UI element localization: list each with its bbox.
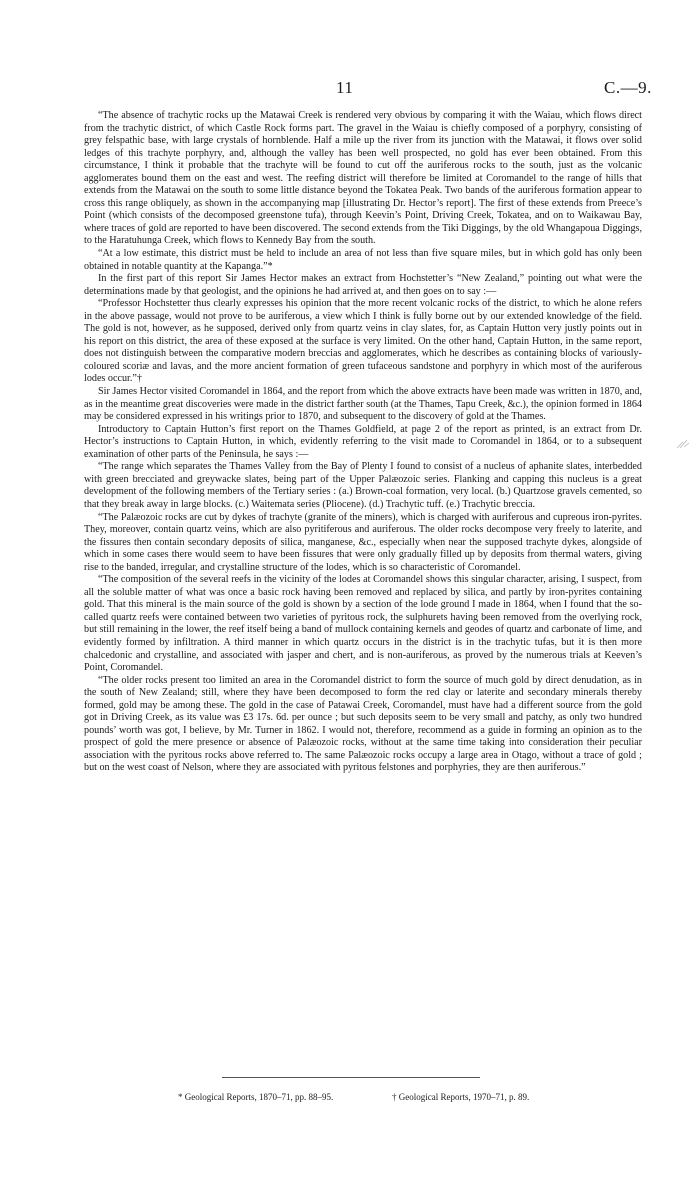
paragraph-6: Introductory to Captain Hutton’s first report on the Thames Goldfield, at page 2 of the report as printed, is an extract from Dr. Hector’s instructions to Captain Hutton, in which, evidently referring to the visit made to Coromandel in 1864, or to a subsequent examination of other parts of the Peninsula, he says :— [84,423,642,460]
footnote-2: † Geological Reports, 1970–71, p. 89. [392,1092,530,1102]
paragraph-3: In the first part of this report Sir James Hector makes an extract from Hochstetter’s “New Zealand,” pointing out what were the determinations made by that geologist, and the opinions he had arrived at, and then goes on to say :— [84,273,642,297]
paragraph-4: “Professor Hochstetter thus clearly expresses his opinion that the more recent volcanic rocks of the district, to which he alone refers in the above passage, would not prove to be auriferous, a view which I think is fully borne out by our extended knowledge of the field. The gold is not, however, as he supposed, derived only from quartz veins in clay slates, for, as Captain Hutton very justly points out in his report on this district, the area of these exposed at the surface is very limited. On the other hand, Captain Hutton, in the same report, does not distinguish between the comparative modern breccias and agglomerates, which he describes as containing blocks of variously-coloured scoriæ and lavas, and the more ancient formation of green tufaceous sandstone and porphyry in which most of the auriferous lodes occur.”† [84,298,642,385]
footnote-divider [222,1077,480,1078]
paragraph-5: Sir James Hector visited Coromandel in 1864, and the report from which the above extracts have been made was written in 1870, and, as in the meantime great discoveries were made in the district farther south (at the Thames, Tapu Creek, &c.), the opinion formed in 1864 may be considered expressed in his writings prior to 1870, and subsequent to the discovery of gold at the Thames. [84,386,642,423]
document-reference: C.—9. [604,78,652,97]
page-number: 11 [336,78,354,97]
margin-pencil-mark [675,436,691,450]
footnote-1: * Geological Reports, 1870–71, pp. 88–95. [178,1092,334,1102]
paragraph-8: “The Palæozoic rocks are cut by dykes of trachyte (granite of the miners), which is charged with auriferous and cupreous iron-pyrites. They, moreover, contain quartz veins, which are also pyritiferous and auriferous. The older rocks decompose very freely to laterite, and the fissures then contain secondary deposits of silica, manganese, &c., especially when near the supposed trachyte dykes, alongside of which in some cases there would seem to have been fissures that were only gradually filled up by deposits from thermal waters, giving rise to the banded, irregular, and crystalline structure of the lodes, which is so characteristic of Coromandel. [84,511,642,573]
paragraph-7: “The range which separates the Thames Valley from the Bay of Plenty I found to consist of a nucleus of aphanite slates, interbedded with green brecciated and greywacke slates, being part of the Upper Palæozoic series. Flanking and capping this nucleus is a great development of the following members of the Tertiary series : (a.) Brown-coal formation, very local. (b.) Quartzose gravels cemented, so that they break away in large blocks. (c.) Waitemata series (Pliocene). (d.) Trachytic tuff. (e.) Trachytic breccia. [84,461,642,510]
paragraph-9: “The composition of the several reefs in the vicinity of the lodes at Coromandel shows this singular character, arising, I suspect, from all the soluble matter of what was once a basic rock having been removed and replaced by silica, and partly by iron-pyrites containing gold. That this mineral is the main source of the gold is shown by a section of the lode ground I made in 1864, when I found that the so-called quartz reefs were contained between two varieties of pyritous rock, the sulphurets having been removed from the overlying rock, but still remaining in the lower, the reef itself being a band of mullock containing kernels and geodes of quartz and carbonate of lime, and evidently formed by infiltration. A third manner in which quartz occurs in the district is in the trachytic tufas, but it is then more chalcedonic and crystalline, and associated with jasper and chert, and is non-auriferous, as proved by the numerous trials at Keeven’s Point, Coromandel. [84,574,642,674]
paragraph-10: “The older rocks present too limited an area in the Coromandel district to form the source of much gold by direct denudation, as in the south of New Zealand; still, where they have been decomposed to form the red clay or laterite and secondary minerals thereby formed, gold may be among these. The gold in the case of Patawai Creek, Coromandel, must have had a different source from the gold got in Driving Creek, as its value was £3 17s. 6d. per ounce ; but such deposits seem to be very small and patchy, as only two hundred pounds’ worth was got, I believe, by Mr. Turner in 1862. I would not, therefore, recommend as a guide in forming an opinion as to the prospect of gold the mere presence or absence of Palæozoic rocks, without at the same time taking into consideration their peculiar association with the pyritous rocks above referred to. The same Palæozoic rocks occupy a large area in Otago, without a trace of gold ; but on the west coast of Nelson, where they are associated with pyritous felstones and porphyries, they are then auriferous.” [84,674,642,774]
body-text [84,110,642,775]
paragraph-1: “The absence of trachytic rocks up the Matawai Creek is rendered very obvious by comparing it with the Waiau, which flows direct from the trachytic district, of which Castle Rock forms part. The gravel in the Waiau is chiefly composed of a porphyry, consisting of grey felspathic base, with large crystals of hornblende. Half a mile up the river from its junction with the Matawai, it flows over solid ledges of this trachyte porphyry, and, although the valley has been well prospected, no gold has ever been obtained. From this circumstance, I think it probable that the trachyte will be found to cut off the auriferous rocks to the south, just as the volcanic agglomerates bound them on the east and west. The reefing district will therefore be limited at Coromandel to the range of hills that extends from the Matawai on the south to some little distance beyond the Tokatea Peak. Two bands of the auriferous formation appear to cross this range obliquely, as shown in the accompanying map [illustrating Dr. Hector’s report]. The first of these extends from Preece’s Point (which consists of the decomposed greenstone tufa), through Keevin’s Point, Driving Creek, Tokatea, and on to Waikawau Bay, where traces of gold are reported to have been discovered. The second extends from the Tiki Diggings, by the old Whangapoua Diggings, to the Haratuhunga Creek, which flows to Kennedy Bay from the south. [84,110,642,247]
paragraph-2: “At a low estimate, this district must be held to include an area of not less than five square miles, but in which gold has only been obtained in notable quantity at the Kapanga.”* [84,248,642,272]
